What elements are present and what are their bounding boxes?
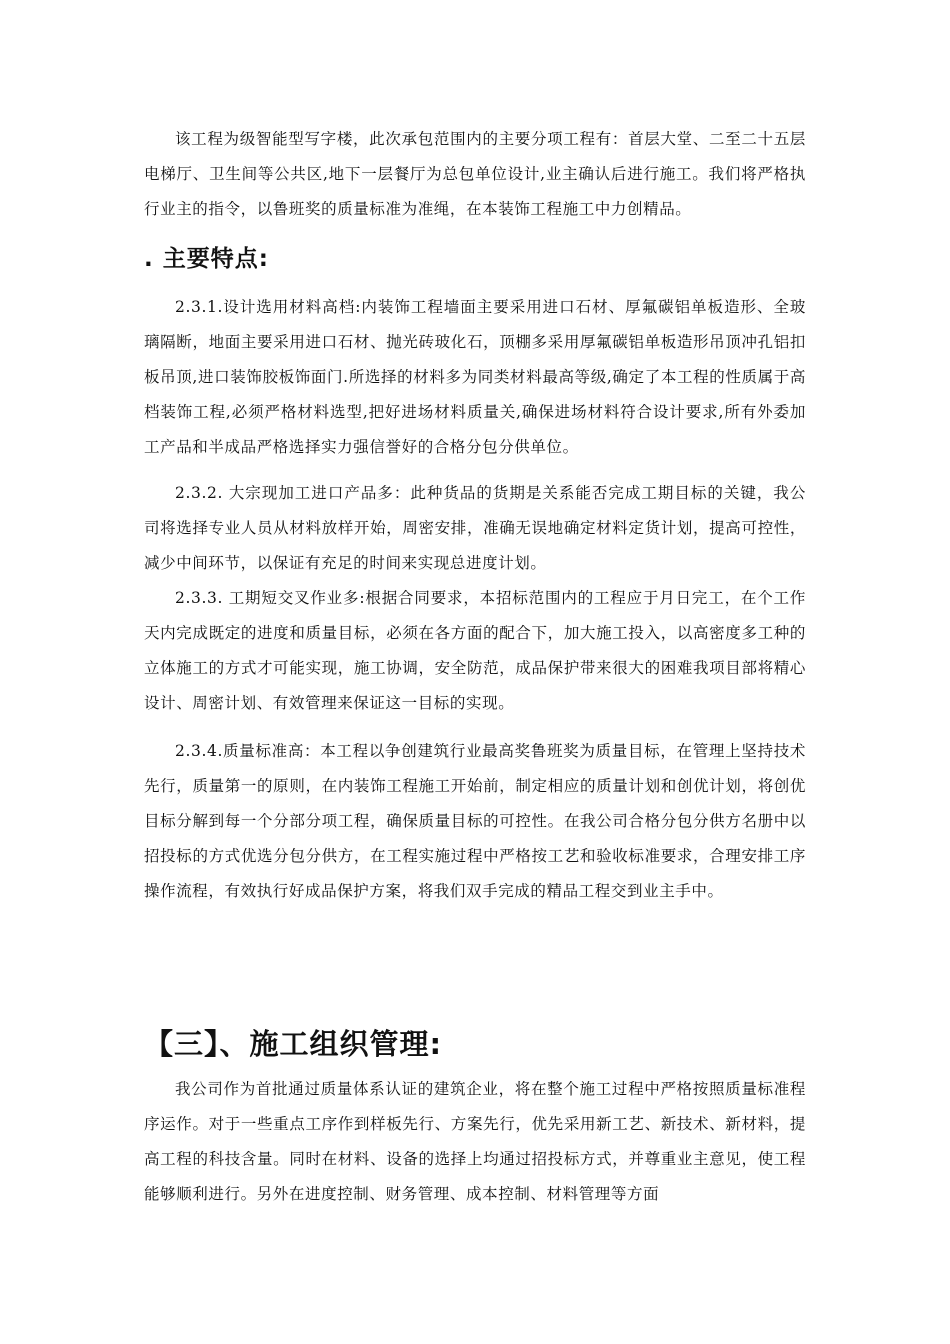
features-heading: . 主要特点: bbox=[144, 246, 269, 272]
feature-paragraph-2-3-1: 2.3.1.设计选用材料高档:内装饰工程墙面主要采用进口石材、厚氟碳铝单板造形、全玻璃隔断，地面主要采用进口石材、抛光砖玻化石，顶棚多采用厚氟碳铝单板造形吊顶冲孔铝扣板吊顶,进口装饰胶板饰面门.所选择的材料多为同类材料最高等级,确定了本工程的性质属于高档装饰工程,必须严格材料选型,把好进场材料质量关,确保进场材料符合设计要求,所有外委加工产品和半成品严格选择实力强信誉好的合格分包分供单位。 bbox=[144, 298, 806, 456]
feature-paragraph-2-3-2: 2.3.2. 大宗现加工进口产品多：此种货品的货期是关系能否完成工期目标的关键，我公司将选择专业人员从材料放样开始，周密安排，准确无误地确定材料定货计划，提高可控性，减少中间环节，以保证有充足的时间来实现总进度计划。 bbox=[144, 484, 806, 572]
feature-paragraph-2-3-4: 2.3.4.质量标准高：本工程以争创建筑行业最高奖鲁班奖为质量目标，在管理上坚持技术先行，质量第一的原则，在内装饰工程施工开始前，制定相应的质量计划和创优计划，将创优目标分解到每一个分部分项工程，确保质量目标的可控性。在我公司合格分包分供方名册中以招投标的方式优选分包分供方，在工程实施过程中严格按工艺和验收标准要求，合理安排工序操作流程，有效执行好成品保护方案，将我们双手完成的精品工程交到业主手中。 bbox=[144, 742, 806, 900]
organization-paragraph: 我公司作为首批通过质量体系认证的建筑企业，将在整个施工过程中严格按照质量标准程序运作。对于一些重点工序作到样板先行、方案先行，优先采用新工艺、新技术、新材料，提高工程的科技含量。同时在材料、设备的选择上均通过招投标方式，并尊重业主意见，使工程能够顺利进行。另外在进度控制、财务管理、成本控制、材料管理等方面 bbox=[144, 1080, 806, 1203]
feature-paragraph-2-3-3: 2.3.3. 工期短交叉作业多:根据合同要求，本招标范围内的工程应于月日完工，在个工作天内完成既定的进度和质量目标，必须在各方面的配合下，加大施工投入，以高密度多工种的立体施工的方式才可能实现，施工协调，安全防范，成品保护带来很大的困难我项目部将精心设计、周密计划、有效管理来保证这一目标的实现。 bbox=[144, 589, 806, 712]
section-3-heading: 【三】、施工组织管理: bbox=[144, 1027, 443, 1061]
intro-paragraph: 该工程为级智能型写字楼，此次承包范围内的主要分项工程有：首层大堂、二至二十五层电梯厅、卫生间等公共区,地下一层餐厅为总包单位设计,业主确认后进行施工。我们将严格执行业主的指令，以鲁班奖的质量标准为准绳，在本装饰工程施工中力创精品。 bbox=[144, 130, 806, 218]
